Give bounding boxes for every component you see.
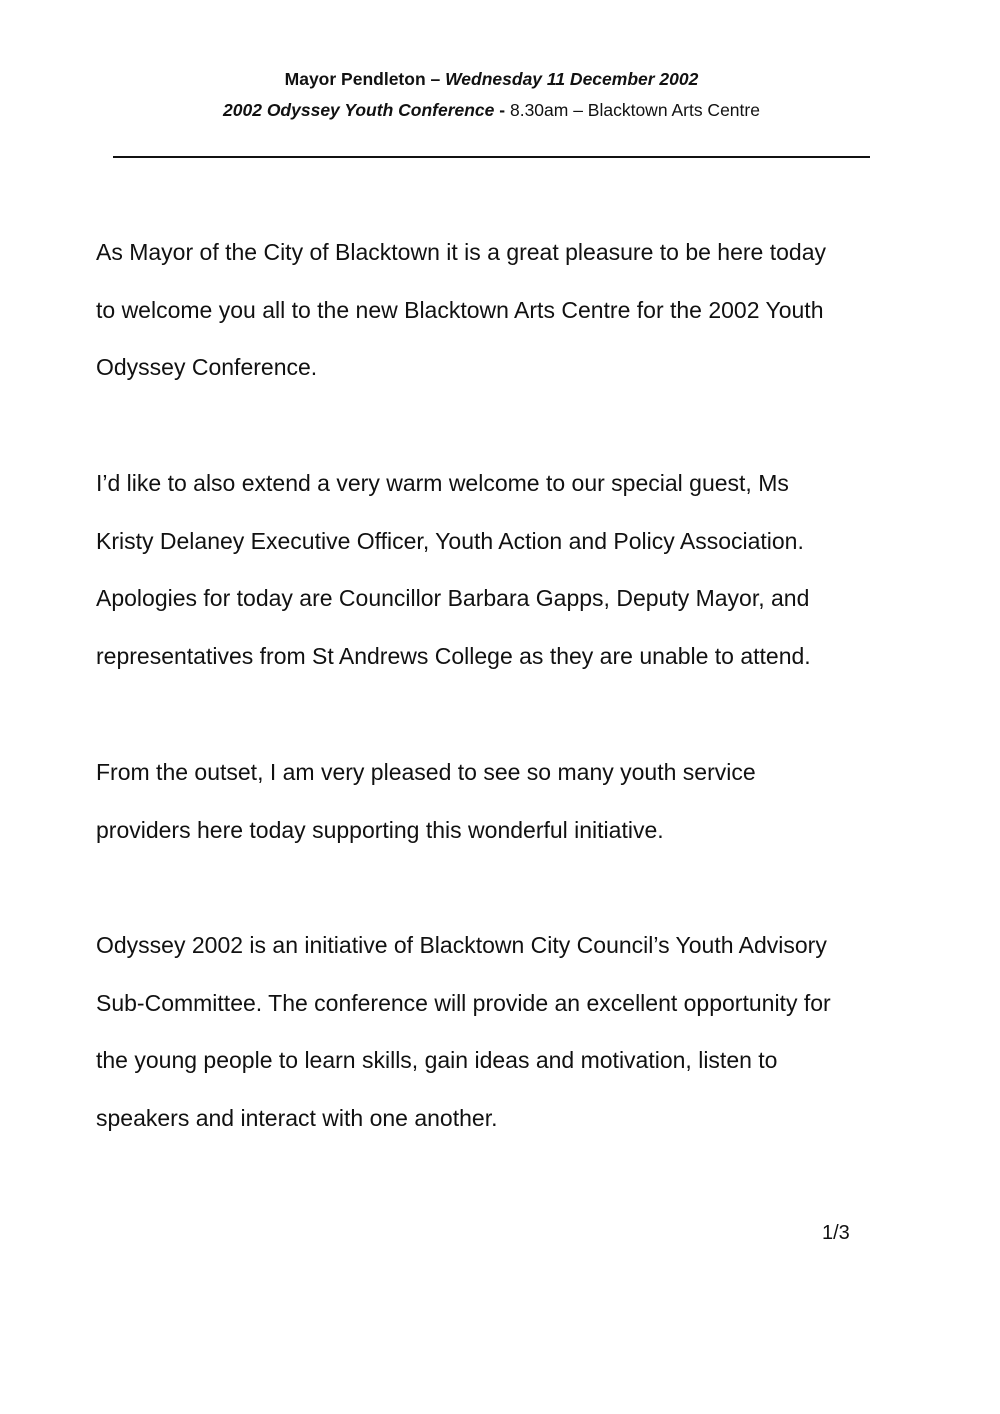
text-line: I’d like to also extend a very warm welcome to our special guest, Ms [96, 470, 789, 496]
header-line-2 [0, 95, 983, 126]
paragraph-3 [96, 744, 926, 859]
paragraph-1 [96, 224, 926, 397]
header-separator: – [425, 69, 446, 89]
text-line: From the outset, I am very pleased to see so many youth service [96, 759, 756, 785]
header-divider [113, 156, 870, 158]
event-time-venue: 8.30am – Blacktown Arts Centre [509, 100, 760, 120]
event-name: 2002 Odyssey Youth Conference [223, 100, 495, 120]
text-line: Kristy Delaney Executive Officer, Youth Action and Policy Association. [96, 527, 804, 554]
mayor-name: Mayor Pendleton [284, 69, 426, 89]
text-line: Apologies for today are Councillor Barbara Gapps, Deputy Mayor, and [96, 585, 810, 612]
header-separator: - [494, 100, 510, 120]
text-line: providers here today supporting this wonderful initiative. [96, 816, 664, 843]
document-header [0, 64, 983, 126]
text-line: representatives from St Andrews College as they are unable to attend. [96, 642, 811, 669]
text-line: to welcome you all to the new Blacktown Arts Centre for the 2002 Youth [96, 296, 824, 323]
text-line: Odyssey Conference. [96, 354, 318, 381]
paragraph-4 [96, 917, 926, 1147]
speech-date: Wednesday 11 December 2002 [445, 69, 699, 89]
text-line: Odyssey 2002 is an initiative of Blacktown City Council’s Youth Advisory [96, 932, 827, 958]
text-line: the young people to learn skills, gain ideas and motivation, listen to [96, 1047, 778, 1074]
text-line: As Mayor of the City of Blacktown it is a great pleasure to be here today [96, 239, 826, 265]
text-line: Sub-Committee. The conference will provide an excellent opportunity for [96, 989, 831, 1016]
header-line-1 [0, 64, 983, 95]
paragraph-2 [96, 455, 926, 685]
text-line: speakers and interact with one another. [96, 1104, 498, 1131]
page-number: 1/3 [822, 1222, 850, 1244]
